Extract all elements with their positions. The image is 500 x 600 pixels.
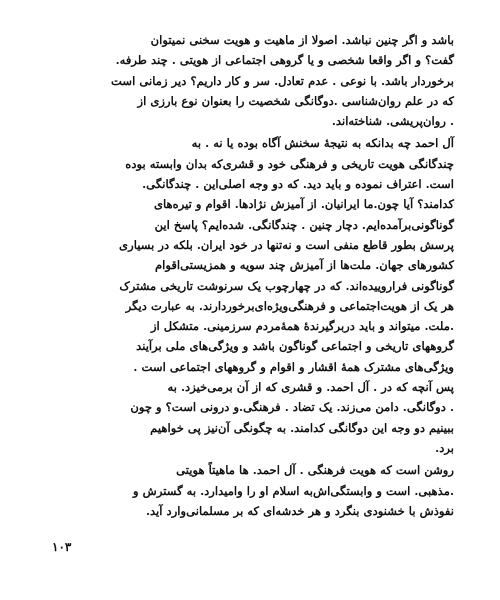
text-line: کشورهای جهان. ملت‌ها از آمیزش چند سویه و همزیستی‌اقوام <box>154 258 454 273</box>
text-line: برد. <box>435 440 454 455</box>
text-line: ویژگی‌های مشترک همهٔ اقشار و اقوام و گروههای اجتماعی است . <box>133 359 454 374</box>
text-line: باشد و اگر چنین نباشد. اصولا از ماهیت و هویت سخنی نمیتوان <box>150 33 454 47</box>
paragraph-2 <box>38 133 454 458</box>
text-line: پس آنچه که در . آل احمد. و قشری که از آن برمی‌خیزد. به <box>167 380 454 395</box>
text-line: که در علم روان‌شناسی .دوگانگی شخصیت را بعنوان نوع بارزی از <box>137 93 454 108</box>
text-line: هر یک از هویت‌اجتماعی و فرهنگی‌ویژه‌ای‌برخوردارند. به عبارت دیگر <box>125 298 454 313</box>
text-line: پرسش بطور قاطع منفی است و نه‌تنها در خود ایران. بلکه در بسیاری <box>119 237 454 252</box>
text-line: .مذهبی. است و وابستگی‌اش‌به اسلام او را وامیدارد. به گسترش و <box>133 483 454 498</box>
text-line: برخوردار باشد. با نوعی . عدم تعادل. سر و کار داریم؟ دیر زمانی است <box>111 73 454 88</box>
text-line: گوناگونی‌برآمده‌ایم. دچار چنین . چندگانگی. شده‌ایم؟ پاسخ این <box>154 217 454 232</box>
text-line: آل احمد چه بدانکه به نتیجهٔ سخنش آگاه بوده یا نه . به <box>191 136 454 151</box>
text-line: .ملت. میتواند و باید دربرگیرندهٔ همهٔ‌مردم سرزمینی. متشکل از <box>150 319 454 334</box>
text-line: ببینیم دو وجه این دوگانگی کدامند. به چگونگی آن‌نیز پی خواهیم <box>150 420 454 435</box>
text-line: گفت؟ و اگر واقعا شخصی و یا گروهی اجتماعی از هویتی . چند طرفه. <box>115 53 454 68</box>
text-line: . دوگانگی. دامن می‌زند. یک تضاد . فرهنگی.و درونی است؟ و چون <box>130 400 454 415</box>
paragraph-1 <box>38 30 454 131</box>
text-line: گروههای تاریخی و اجتماعی گوناگون باشد و ویژگی‌های ملی برآیند <box>136 339 454 354</box>
text-line: روشن است که هویت فرهنگی . آل احمد. ها ماهیتاً هویتی <box>176 463 454 478</box>
paragraph-3 <box>38 460 454 521</box>
text-line: گوناگونی فراروییده‌اند. که در چهارچوب یک سرنوشت تاریخی مشترک <box>119 278 454 293</box>
text-line: کدامند؟ آیا چون.ما ایرانیان. از آمیزش نژادها. اقوام و تیره‌های <box>153 197 454 212</box>
text-line: است. اعتراف نموده و باید دید. که دو وجه اصلی‌این . چندگانگی. <box>142 177 454 192</box>
page-number: ۱۰۳ <box>52 540 72 554</box>
text-line: نفوذش با خشنودی بنگرد و هر خدشه‌ای که بر مسلمانی‌وارد آید. <box>145 503 454 518</box>
text-line: چندگانگی هویت تاریخی و فرهنگی خود و قشری‌که بدان وابسته بوده <box>125 156 454 171</box>
text-line: . روان‌پریشی. شناخته‌اند. <box>331 114 454 129</box>
